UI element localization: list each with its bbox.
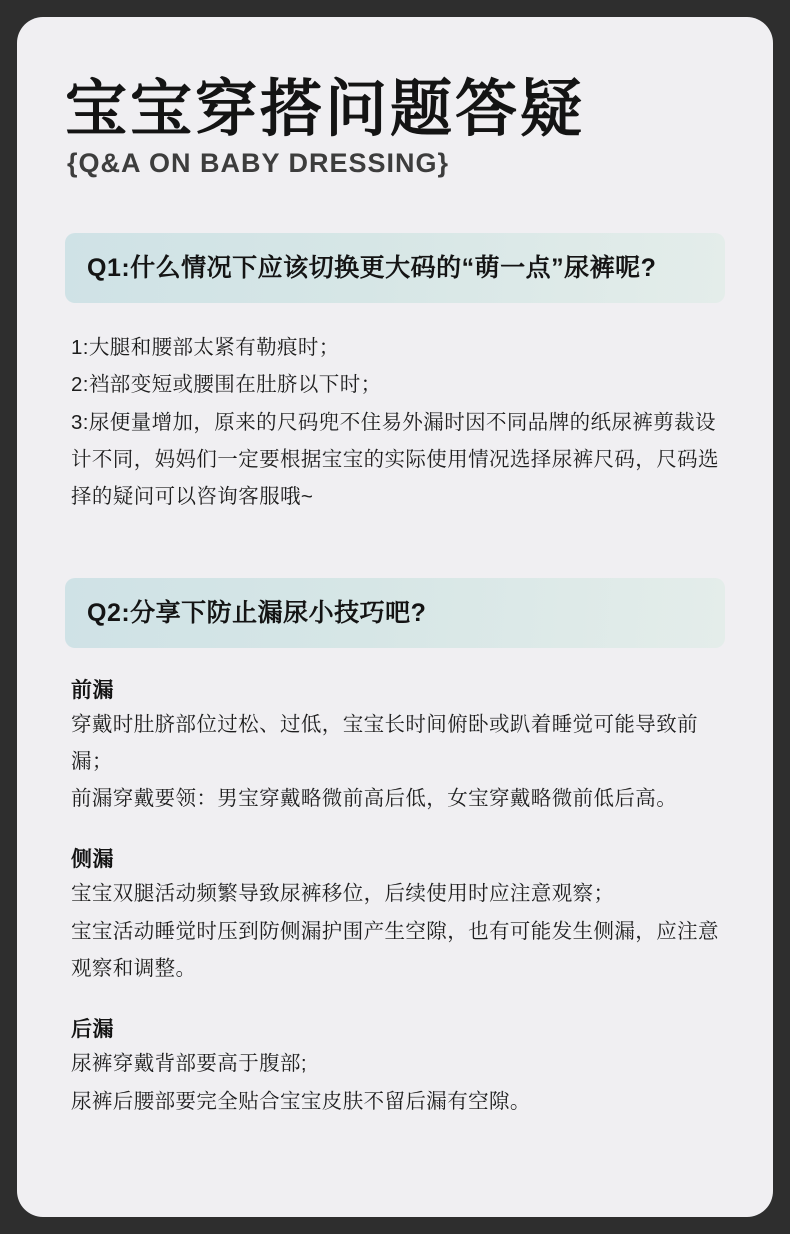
document-content bbox=[17, 17, 773, 1120]
faq-question-text-1: Q1:什么情况下应该切换更大码的“萌一点”尿裤呢? bbox=[87, 254, 657, 283]
faq-question-bar-2 bbox=[65, 578, 725, 648]
faq-question-bar-1 bbox=[65, 233, 725, 303]
section-line-back-leak-2: 尿裤后腰部要完全贴合宝宝皮肤不留后漏有空隙。 bbox=[71, 1089, 531, 1113]
section-heading-side-leak: 侧漏 bbox=[71, 848, 114, 872]
section-heading-back-leak: 后漏 bbox=[71, 1018, 114, 1042]
document-card bbox=[17, 17, 773, 1217]
page-subtitle: {Q&A ON BABY DRESSING} bbox=[67, 148, 450, 179]
section-line-side-leak-1: 宝宝双腿活动频繁导致尿裤移位，后续使用时应注意观察； bbox=[71, 882, 615, 906]
spacer bbox=[65, 516, 725, 578]
section-line-side-leak-2: 宝宝活动睡觉时压到防侧漏护围产生空隙，也有可能发生侧漏，应注意观察和调整。 bbox=[71, 919, 719, 981]
faq-section-back-leak bbox=[65, 1013, 725, 1120]
faq-section-side-leak bbox=[65, 843, 725, 987]
faq-question-text-2: Q2:分享下防止漏尿小技巧吧? bbox=[87, 598, 427, 627]
section-line-front-leak-2: 前漏穿戴要领：男宝穿戴略微前高后低，女宝穿戴略微前低后高。 bbox=[71, 787, 678, 811]
faq-answer-line-1-2: 2:裆部变短或腰围在肚脐以下时； bbox=[71, 373, 382, 397]
section-line-front-leak-1: 穿戴时肚脐部位过松、过低，宝宝长时间俯卧或趴着睡觉可能导致前漏； bbox=[71, 712, 698, 773]
page-title: 宝宝穿搭问题答疑 bbox=[65, 75, 586, 144]
faq-section-front-leak bbox=[65, 674, 725, 818]
section-heading-front-leak: 前漏 bbox=[71, 678, 114, 702]
faq-answer-line-1-1: 1:大腿和腰部太紧有勒痕时； bbox=[71, 336, 340, 360]
faq-answer-line-1-3: 3:尿便量增加，原来的尺码兜不住易外漏时因不同品牌的纸尿裤剪裁设计不同，妈妈们一定要根据宝宝的实际使用情况选择尿裤尺码，尺码选择的疑问可以咨询客服哦~ bbox=[71, 410, 719, 509]
section-line-back-leak-1: 尿裤穿戴背部要高于腹部; bbox=[71, 1052, 307, 1076]
